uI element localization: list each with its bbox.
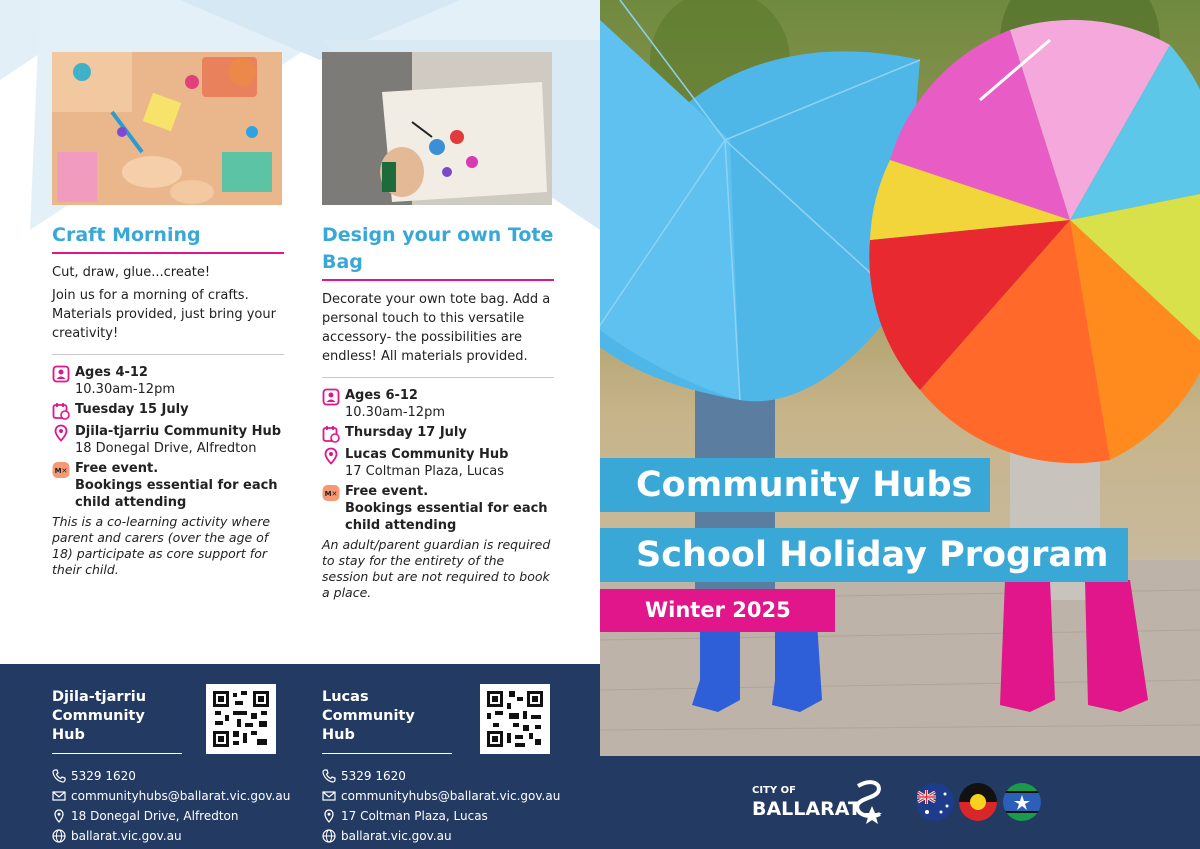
address-text: 17 Coltman Plaza, Lucas — [341, 809, 488, 823]
event-description: Join us for a morning of crafts. Materials provided, just bring your creativity! — [52, 288, 276, 341]
free-row — [322, 483, 554, 534]
svg-text:M✕: M✕ — [324, 490, 338, 498]
email-line — [322, 786, 560, 806]
event-tote-bag — [322, 222, 554, 601]
calendar-icon — [52, 402, 70, 420]
tote-bag-photo — [322, 52, 552, 205]
email-text[interactable]: communityhubs@ballarat.vic.gov.au — [341, 789, 561, 803]
time-text: 10.30am-12pm — [75, 382, 175, 397]
cover-footer — [600, 756, 1200, 849]
web-link[interactable]: ballarat.vic.gov.au — [341, 829, 452, 843]
person-icon — [52, 365, 70, 383]
event-tagline: Cut, draw, glue...create! — [52, 265, 211, 280]
qr-code-djila[interactable] — [206, 684, 276, 754]
address-line — [52, 806, 290, 826]
logo-bottom-text: BALLARAT — [752, 798, 861, 820]
phone-text[interactable]: 5329 1620 — [341, 769, 406, 783]
svg-text:M✕: M✕ — [54, 467, 68, 475]
date-text: Thursday 17 July — [345, 425, 467, 440]
phone-line — [322, 766, 560, 786]
location-pin-icon — [322, 809, 336, 823]
address-line — [322, 806, 560, 826]
star-swirl-icon — [850, 776, 890, 826]
address-text: 18 Donegal Drive, Alfredton — [71, 809, 239, 823]
event-title: Design your own Tote Bag — [322, 222, 554, 281]
booking-text: Bookings essential for each child attending — [345, 501, 548, 533]
phone-icon — [52, 769, 66, 783]
globe-icon — [52, 829, 66, 843]
web-line — [322, 826, 560, 846]
season-badge: Winter 2025 — [600, 589, 835, 632]
phone-text[interactable]: 5329 1620 — [71, 769, 136, 783]
free-event-icon — [322, 484, 340, 502]
person-icon — [322, 388, 340, 406]
web-link[interactable]: ballarat.vic.gov.au — [71, 829, 182, 843]
globe-icon — [322, 829, 336, 843]
calendar-icon — [322, 425, 340, 443]
phone-icon — [322, 769, 336, 783]
booking-text: Bookings essential for each child attending — [75, 478, 278, 510]
divider — [322, 377, 554, 378]
time-text: 10.30am-12pm — [345, 405, 445, 420]
hub-name: Lucas Community Hub — [322, 688, 452, 754]
ages-row — [52, 364, 284, 398]
date-text: Tuesday 15 July — [75, 402, 189, 417]
email-icon — [322, 789, 336, 803]
date-row — [322, 424, 554, 443]
venue-text: Djila-tjarriu Community Hub — [75, 424, 282, 439]
australian-flag-icon — [915, 782, 955, 822]
event-note: This is a co-learning activity where parent and carers (over the age of 18) participate as core support for their child. — [52, 514, 271, 577]
event-craft-morning — [52, 222, 284, 578]
email-text[interactable]: communityhubs@ballarat.vic.gov.au — [71, 789, 291, 803]
umbrellas-photo — [600, 0, 1200, 756]
event-note: An adult/parent guardian is required to stay for the entirety of the session but are not required to book a place. — [322, 537, 551, 600]
free-text: Free event. — [75, 461, 159, 476]
city-of-ballarat-logo — [750, 776, 900, 826]
free-event-icon — [52, 461, 70, 479]
address-text: 17 Coltman Plaza, Lucas — [345, 464, 505, 479]
address-text: 18 Donegal Drive, Alfredton — [75, 441, 257, 456]
contact-footer — [0, 664, 600, 849]
logo-top-text: CITY OF — [752, 785, 796, 796]
cover-panel — [600, 0, 1200, 849]
venue-row — [52, 423, 284, 457]
hub-name: Djila-tjarriu Community Hub — [52, 688, 182, 754]
email-line — [52, 786, 290, 806]
location-pin-icon — [52, 809, 66, 823]
location-pin-icon — [52, 424, 70, 442]
aboriginal-flag-icon — [958, 782, 998, 822]
divider — [52, 354, 284, 355]
ages-text: Ages 4-12 — [75, 365, 148, 380]
qr-code-lucas[interactable] — [480, 684, 550, 754]
event-description: Decorate your own tote bag. Add a personal touch to this versatile accessory- the possibilities are endless! All materials provided. — [322, 292, 551, 364]
title-line-1: Community Hubs — [600, 458, 990, 512]
email-icon — [52, 789, 66, 803]
web-line — [52, 826, 290, 846]
venue-row — [322, 446, 554, 480]
craft-photo — [52, 52, 282, 205]
event-title: Craft Morning — [52, 222, 284, 254]
location-pin-icon — [322, 447, 340, 465]
title-line-2: School Holiday Program — [600, 528, 1128, 582]
phone-line — [52, 766, 290, 786]
torres-strait-flag-icon — [1002, 782, 1042, 822]
ages-row — [322, 387, 554, 421]
venue-text: Lucas Community Hub — [345, 447, 509, 462]
free-row — [52, 460, 284, 511]
free-text: Free event. — [345, 484, 429, 499]
ages-text: Ages 6-12 — [345, 388, 418, 403]
date-row — [52, 401, 284, 420]
